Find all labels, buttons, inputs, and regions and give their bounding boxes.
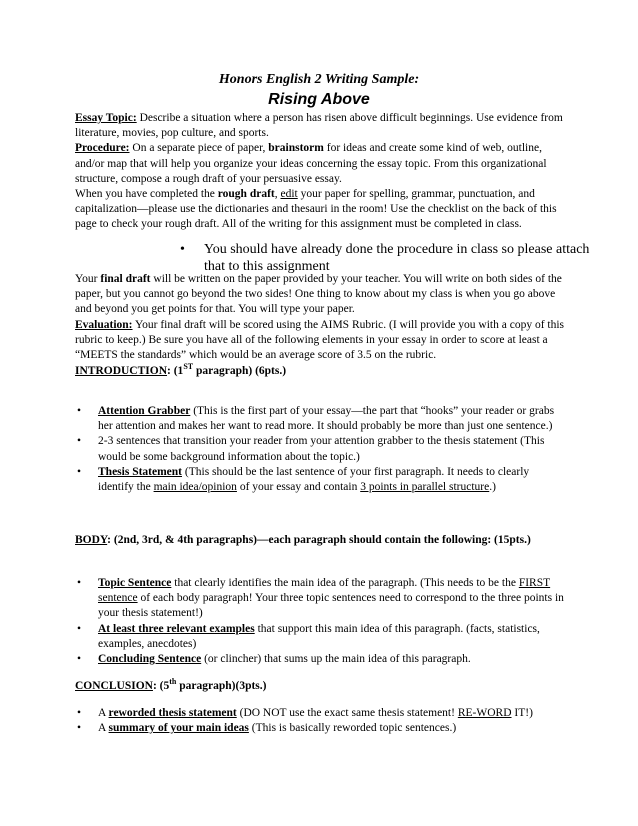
topic-text-2: of each body paragraph! Your three topic sentences need to correspond to the three points in your thesis statement!) [98,592,564,620]
examples-term: At least three relevant examples [98,622,255,635]
body-list [75,576,565,667]
evaluation-text: Your final draft will be scored using the AIMS Rubric. (I will provide you with a copy of this rubric to keep.) Be sure you have all of the following elements in your essay in order to score at least a “MEETS the standards” which would be an average score of 3.5 on the rubric. [75,318,565,362]
introduction-heading [75,364,565,379]
bullet-icon: • [77,577,82,589]
essay-topic-paragraph [75,111,565,141]
evaluation-paragraph [75,318,565,364]
body-section-heading [75,533,565,548]
conclusion-heading-part-2: paragraph)(3pts.) [176,680,267,692]
thesis-text-2: of your essay and contain [236,481,361,494]
page-title: Honors English 2 Writing Sample: [218,72,420,87]
list-item [75,404,565,434]
procedure-paragraph [75,141,565,187]
conclusion-list-block [75,706,565,736]
procedure-label: Procedure: [75,142,130,155]
attention-grabber-text: (This is the first part of your essay—the part that “hooks” your reader or grabs her attention and makes her want to read more. It should probably be more than just one sentence.) [98,405,555,433]
reworded-thesis-term: reworded thesis statement [108,707,237,719]
procedure-brainstorm: brainstorm [268,142,324,155]
thesis-text-3: .) [489,481,496,494]
list-item [75,721,565,736]
concluding-sentence-term: Concluding Sentence [98,653,202,666]
completed-paragraph [75,187,565,233]
evaluation-label: Evaluation: [75,318,133,331]
conclusion-heading-part-1: : (5 [152,680,170,692]
bullet-icon: • [77,707,82,719]
reworded-text-2: IT!) [511,707,533,719]
intro-block [75,111,565,233]
thesis-statement-term: Thesis Statement [98,465,183,478]
bullet-icon: • [77,622,82,635]
final-draft-paragraph [75,272,565,318]
bullet-icon: • [77,435,82,448]
introduction-label: INTRODUCTION [75,365,168,378]
conclusion-heading-block [75,679,565,694]
introduction-heading-sup: ST [183,362,194,372]
rough-draft-term: rough draft [217,188,275,201]
list-item [75,576,565,622]
final-draft-term: final draft [100,273,151,285]
procedure-note [180,242,594,275]
bullet-icon: • [77,722,82,735]
introduction-list-block [75,404,565,495]
thesis-text-1: (This should be the last sentence of your first paragraph. It needs to clearly identify the [98,465,530,494]
completed-text-2: , [274,188,281,201]
edit-term: edit [280,188,298,201]
final-draft-block [75,272,565,379]
summary-pre: A [98,722,109,735]
examples-text: that support this main idea of this paragraph. (facts, statistics, examples, anecdotes) [98,622,540,650]
reword-term: RE-WORD [457,707,512,719]
list-item [75,434,565,464]
essay-topic-text: Describe a situation where a person has risen above difficult beginnings. Use evidence from literature, movies, pop culture, and sports. [75,112,563,140]
completed-text-3: your paper for spelling, grammar, punctuation, and capitalization—please use the dictionaries and thesauri in the room! Use the checklist on the back of this page to check your rough draft. All of the writing for this assignment must be completed in class. [75,188,557,231]
final-draft-text-2: will be written on the paper provided by your teacher. You will write on both sides of the paper, but you cannot go beyond the two sides! One thing to know about my class is when you go above and beyond you get points for that. You will type your paper. [75,273,562,316]
transition-text: 2-3 sentences that transition your reader from your attention grabber to the thesis statement (This would be some background information about the topic.) [98,435,545,463]
bullet-icon: • [77,653,82,666]
list-item [75,652,565,667]
first-sentence-term: FIRST sentence [98,577,551,605]
reworded-pre: A [98,707,109,719]
summary-term: summary of your main ideas [108,722,249,735]
body-label: BODY [75,534,108,546]
attention-grabber-term: Attention Grabber [98,405,191,417]
essay-topic-label: Essay Topic: [75,112,137,124]
conclusion-heading-sup: th [169,677,177,687]
page-subtitle: Rising Above [268,91,370,108]
bullet-icon: • [77,405,82,417]
introduction-heading-part-1: : (1 [167,365,184,378]
list-item [75,465,565,495]
procedure-text-2: for ideas and create some kind of web, outline, and/or map that will help you organize your ideas concerning the essay topic. From this organizational structure, compose a rough draft of your persuasive essay. [75,142,547,185]
introduction-heading-part-2: paragraph) (6pts.) [193,365,287,378]
topic-text-1: that clearly identifies the main idea of the paragraph. (This needs to be the [171,577,519,589]
concluding-text: (or clincher) that sums up the main idea of this paragraph. [201,653,471,666]
bullet-icon: • [180,242,185,257]
conclusion-label: CONCLUSION [75,680,153,692]
procedure-note-text: You should have already done the procedure in class so please attach that to this assignment [204,242,590,274]
list-item [75,706,565,721]
completed-text-1: When you have completed the [75,188,218,201]
summary-text: (This is basically reworded topic sentences.) [248,722,457,735]
parallel-structure-term: 3 points in parallel structure [360,481,490,494]
conclusion-heading [75,679,565,694]
introduction-list [75,404,565,495]
bullet-icon: • [77,465,82,478]
reworded-text-1: (DO NOT use the exact same thesis statement! [236,707,458,719]
conclusion-list [75,706,565,736]
procedure-text-1: On a separate piece of paper, [129,142,269,155]
body-heading-text: : (2nd, 3rd, & 4th paragraphs)—each paragraph should contain the following: (15pts.) [107,534,531,546]
body-section-heading-block [75,533,565,548]
list-item [75,622,565,652]
main-idea-term: main idea/opinion [153,481,237,494]
topic-sentence-term: Topic Sentence [98,577,172,589]
body-list-block [75,576,565,667]
final-draft-text-1: Your [75,273,101,285]
